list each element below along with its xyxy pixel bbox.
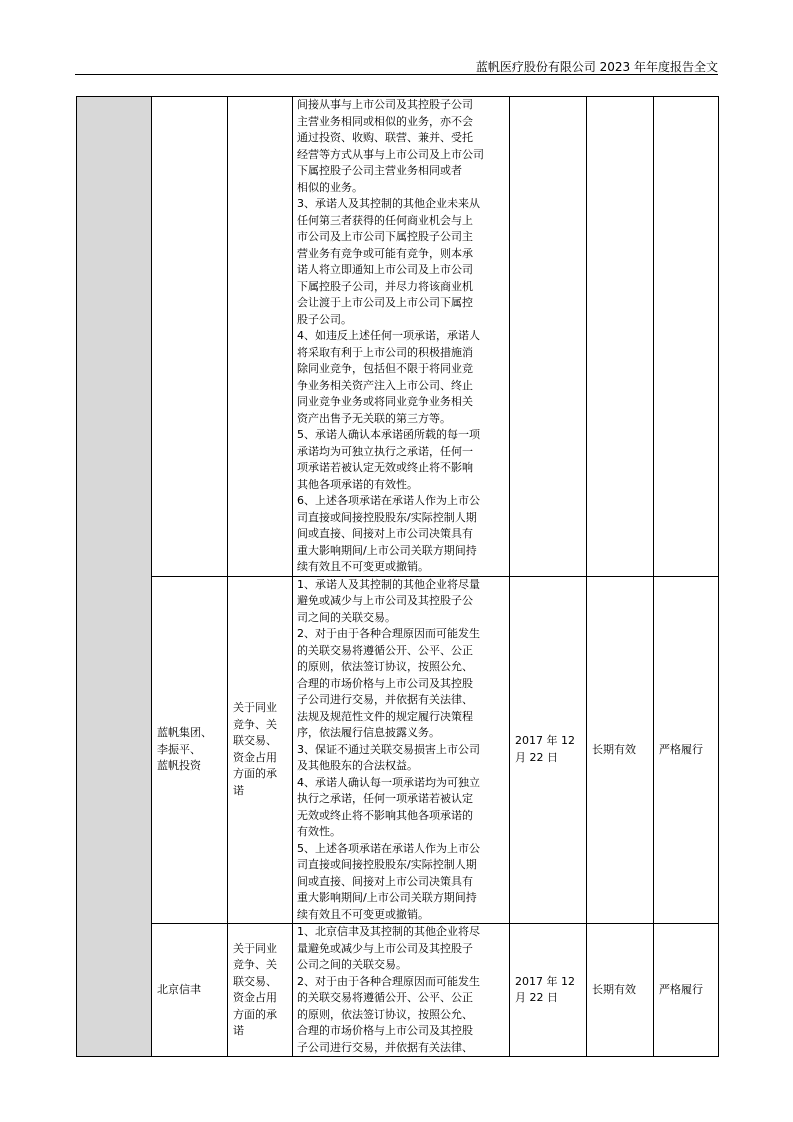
content-line: 5、承诺人确认本承诺函所载的每一项 [297,428,480,441]
type-line: 关于同业 [233,941,277,955]
content-line: 的原则，依法签订协议，按照公允、 [297,1007,473,1021]
type-cell [228,576,293,924]
content-line: 4、如违反上述任何一项承诺，承诺人 [297,329,480,342]
period-cell [587,97,654,577]
content-line: 合理的市场价格与上市公司及其控股 [297,1024,473,1037]
content-line: 承诺均为可独立执行之承诺，任何一 [297,444,473,458]
content-line: 间或直接、间接对上市公司决策具有 [297,874,473,888]
content-line: 市公司及上市公司下属控股子公司主 [297,230,473,243]
period-cell: 长期有效 [587,576,654,924]
type-line: 资金占用 [233,991,277,1004]
date-cell [510,97,587,577]
type-line: 方面的承 [233,767,277,781]
content-line: 项承诺若被认定无效或终止将不影响 [297,461,473,474]
commitments-table [76,96,719,1057]
type-cell [228,97,293,577]
party-cell [152,924,228,1057]
content-line: 1、承诺人及其控制的其他企业将尽量 [297,577,480,591]
type-line: 联交易、 [233,974,277,988]
type-line: 联交易、 [233,734,277,748]
content-line: 司直接或间接控股股东/实际控制人期 [297,858,477,871]
content-line: 通过投资、收购、联营、兼并、受托 [297,131,473,144]
category-cell [77,97,152,1057]
content-line: 股子公司。 [297,312,352,326]
date-line: 月 22 日 [515,750,558,764]
period-cell: 长期有效 [587,924,654,1057]
content-line: 子公司进行交易，并依据有关法律、 [297,1040,473,1054]
content-line: 重大影响期间/上市公司关联方期间持 [297,891,477,904]
content-line: 下属控股子公司主营业务相同或者 [297,164,462,177]
status-cell: 严格履行 [654,576,719,924]
content-line: 法规及规范性文件的规定履行决策程 [297,709,473,723]
content-line: 争业务相关资产注入上市公司、终止 [297,378,473,392]
date-line: 2017 年 12 [515,974,575,988]
content-line: 司直接或间接控股股东/实际控制人期 [297,510,477,524]
type-line: 方面的承 [233,1007,277,1021]
content-line: 下属控股子公司，并尽力将该商业机 [297,279,473,293]
content-line: 间接从事与上市公司及其控股子公司 [297,98,473,111]
content-line: 1、北京信聿及其控制的其他企业将尽 [297,925,480,938]
content-line: 5、上述各项承诺在承诺人作为上市公 [297,841,480,855]
content-line: 子公司进行交易，并依据有关法律、 [297,693,473,706]
type-line: 竞争、关 [233,717,277,731]
table-row [77,576,719,924]
content-line: 其他各项承诺的有效性。 [297,477,418,491]
content-line: 同业竞争业务或将同业竞争业务相关 [297,395,473,408]
party-line: 北京信聿 [157,982,201,996]
content-cell [293,97,510,577]
header-divider [75,74,718,75]
table-row [77,924,719,1057]
content-line: 6、上述各项承诺在承诺人作为上市公 [297,494,480,507]
type-cell [228,924,293,1057]
party-line: 蓝帆集团、 [157,726,212,739]
content-line: 诺人将立即通知上市公司及上市公司 [297,263,473,276]
content-line: 有效性。 [297,825,341,838]
content-line: 司之间的关联交易。 [297,610,396,624]
content-line: 的关联交易将遵循公开、公平、公正 [297,991,473,1004]
content-line: 执行之承诺，任何一项承诺若被认定 [297,792,473,805]
content-line: 2、对于由于各种合理原因而可能发生 [297,974,480,988]
content-line: 将采取有利于上市公司的积极措施消 [297,345,473,359]
content-line: 的关联交易将遵循公开、公平、公正 [297,643,473,657]
content-line: 及其他股东的合法权益。 [297,759,418,772]
content-line: 3、承诺人及其控制的其他企业未来从 [297,197,480,210]
content-line: 续有效且不可变更或撤销。 [297,560,429,573]
type-line: 诺 [233,1024,244,1037]
party-line: 李振平、 [157,742,201,756]
type-line: 诺 [233,783,244,797]
content-line: 相似的业务。 [297,180,363,194]
content-line: 主营业务相同或相似的业务，亦不会 [297,114,473,128]
content-cell [293,576,510,924]
content-line: 除同业竞争，包括但不限于将同业竞 [297,362,473,375]
content-line: 经营等方式从事与上市公司及上市公司 [297,147,484,161]
status-cell [654,97,719,577]
content-line: 3、保证不通过关联交易损害上市公司 [297,742,480,756]
content-line: 4、承诺人确认每一项承诺均为可独立 [297,775,480,789]
content-line: 无效或终止将不影响其他各项承诺的 [297,808,473,822]
type-line: 资金占用 [233,750,277,764]
content-line: 会让渡于上市公司及上市公司下属控 [297,296,473,309]
content-line: 重大影响期间/上市公司关联方期间持 [297,543,477,557]
content-line: 公司之间的关联交易。 [297,958,407,971]
content-line: 营业务有竞争或可能有竞争，则本承 [297,246,473,260]
status-cell: 严格履行 [654,924,719,1057]
content-line: 的原则，依法签订协议，按照公允、 [297,660,473,673]
page-header-title: 蓝帆医疗股份有限公司 2023 年年度报告全文 [475,60,718,74]
content-line: 序，依法履行信息披露义务。 [297,726,440,739]
content-line: 间或直接、间接对上市公司决策具有 [297,527,473,540]
date-line: 2017 年 12 [515,734,575,748]
content-line: 合理的市场价格与上市公司及其控股 [297,676,473,690]
type-line: 竞争、关 [233,958,277,971]
content-line: 续有效且不可变更或撤销。 [297,907,429,921]
party-cell [152,576,228,924]
content-line: 资产出售予无关联的第三方等。 [297,411,451,425]
content-line: 量避免或减少与上市公司及其控股子 [297,941,473,955]
party-cell [152,97,228,577]
content-line: 避免或减少与上市公司及其控股子公 [297,594,473,607]
party-line: 蓝帆投资 [157,759,201,772]
date-cell [510,924,587,1057]
content-cell [293,924,510,1057]
content-line: 任何第三者获得的任何商业机会与上 [297,213,473,227]
content-line: 2、对于由于各种合理原因而可能发生 [297,627,480,640]
type-line: 关于同业 [233,701,277,715]
date-cell [510,576,587,924]
table-row [77,97,719,577]
date-line: 月 22 日 [515,991,558,1004]
